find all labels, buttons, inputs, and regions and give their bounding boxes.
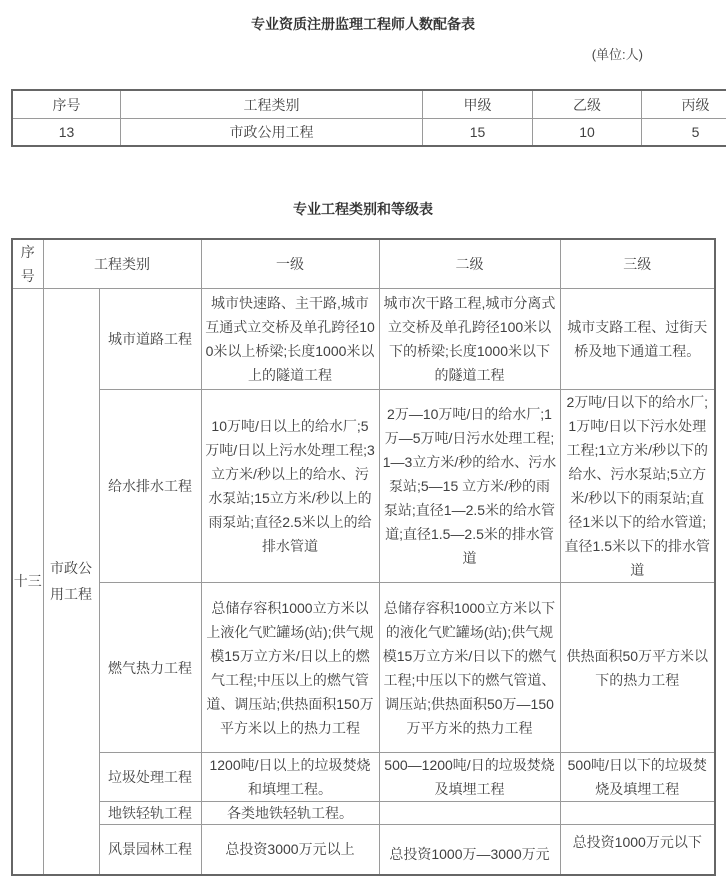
subcategory-cell: 垃圾处理工程 [99, 753, 201, 802]
grade-b-cell: 10 [533, 119, 642, 147]
grade-table-row [12, 802, 715, 825]
grade3-cell: 500吨/日以下的垃圾焚烧及填埋工程 [560, 753, 715, 802]
grade-table-row [12, 289, 715, 390]
grade2-cell: 总投资1000万—3000万元 [379, 825, 560, 875]
staffing-table [11, 89, 726, 147]
header-cell-serial: 序号 [12, 90, 121, 119]
header-cell-category: 工程类别 [121, 90, 423, 119]
header-cell-grade2: 二级 [379, 239, 560, 289]
category-cell: 市政公用工程 [43, 289, 99, 875]
grade3-cell: 供热面积50万平方米以下的热力工程 [560, 583, 715, 753]
staffing-table-title: 专业资质注册监理工程师人数配备表 [0, 0, 726, 34]
serial-cell: 十三 [12, 289, 43, 875]
category-cell: 市政公用工程 [121, 119, 423, 147]
grade-table-header-row [12, 239, 715, 289]
subcategory-cell: 燃气热力工程 [99, 583, 201, 753]
grade-table-row [12, 753, 715, 802]
grade1-cell: 城市快速路、主干路,城市互通式立交桥及单孔跨径100米以上桥梁;长度1000米以上的隧道工程 [201, 289, 379, 390]
grade1-cell: 总投资3000万元以上 [201, 825, 379, 875]
grade2-cell: 城市次干路工程,城市分离式立交桥及单孔跨径100米以下的桥梁;长度1000米以下的隧道工程 [379, 289, 560, 390]
subcategory-cell: 城市道路工程 [99, 289, 201, 390]
grade3-cell: 2万吨/日以下的给水厂;1万吨/日以下污水处理工程;1立方米/秒以下的给水、污水泵站;5立方米/秒以下的雨泵站;直径1米以下的给水管道;直径1.5米以下的排水管道 [560, 390, 715, 583]
serial-cell: 13 [12, 119, 121, 147]
header-cell-grade3: 三级 [560, 239, 715, 289]
staffing-table-header-row [12, 90, 726, 119]
grade3-cell: 总投资1000万元以下 [560, 825, 715, 875]
header-cell-grade-c: 丙级 [642, 90, 726, 119]
header-cell-grade1: 一级 [201, 239, 379, 289]
grade2-cell: 2万—10万吨/日的给水厂;1万—5万吨/日污水处理工程;1—3立方米/秒的给水、污水泵站;5—15 立方米/秒的雨泵站;直径1—2.5米的给水管道;直径1.5—2.5米的排水管道 [379, 390, 560, 583]
grade-table-row [12, 390, 715, 583]
grade2-cell: 500—1200吨/日的垃圾焚烧及填埋工程 [379, 753, 560, 802]
grade-table [11, 238, 716, 876]
grade1-cell: 10万吨/日以上的给水厂;5万吨/日以上污水处理工程;3立方米/秒以上的给水、污水泵站;15立方米/秒以上的雨泵站;直径2.5米以上的给排水管道 [201, 390, 379, 583]
header-cell-category: 工程类别 [43, 239, 201, 289]
grade-a-cell: 15 [423, 119, 533, 147]
header-cell-grade-a: 甲级 [423, 90, 533, 119]
subcategory-cell: 风景园林工程 [99, 825, 201, 875]
grade1-cell: 总储存容积1000立方米以上液化气贮罐场(站);供气规模15万立方米/日以上的燃气工程;中压以上的燃气管道、调压站;供热面积150万平方米以上的热力工程 [201, 583, 379, 753]
staffing-table-row [12, 119, 726, 147]
header-cell-serial: 序号 [12, 239, 43, 289]
grade-table-row [12, 825, 715, 875]
unit-note: (单位:人) [0, 44, 726, 63]
grade-c-cell: 5 [642, 119, 726, 147]
grade-table-row [12, 583, 715, 753]
grade3-cell [560, 802, 715, 825]
grade2-cell: 总储存容积1000立方米以下的液化气贮罐场(站);供气规模15万立方米/日以下的燃气工程;中压以下的燃气管道、调压站;供热面积50万—150万平方米的热力工程 [379, 583, 560, 753]
grade1-cell: 各类地铁轻轨工程。 [201, 802, 379, 825]
grade2-cell [379, 802, 560, 825]
grade1-cell: 1200吨/日以上的垃圾焚烧和填埋工程。 [201, 753, 379, 802]
grade-table-title: 专业工程类别和等级表 [0, 199, 726, 219]
subcategory-cell: 地铁轻轨工程 [99, 802, 201, 825]
grade3-cell: 城市支路工程、过街天桥及地下通道工程。 [560, 289, 715, 390]
subcategory-cell: 给水排水工程 [99, 390, 201, 583]
header-cell-grade-b: 乙级 [533, 90, 642, 119]
